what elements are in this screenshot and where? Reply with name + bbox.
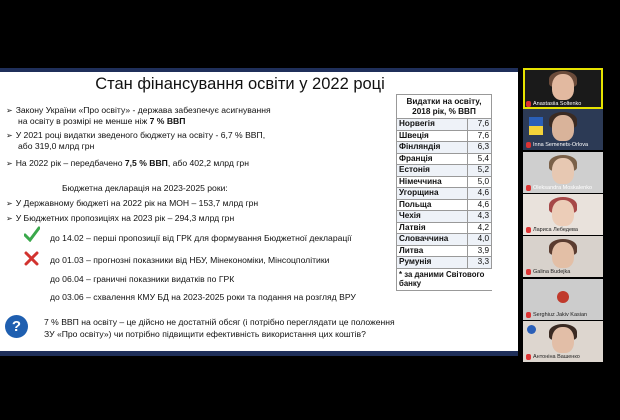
country-cell: Франція (397, 153, 468, 165)
country-cell: Чехія (397, 211, 468, 223)
cross-icon (24, 251, 39, 266)
country-cell: Швеція (397, 130, 468, 142)
question-line-2: ЗУ «Про освіту») чи потрібно підвищити ефективність використання цих коштів? (44, 329, 366, 339)
table-header: Видатки на освіту, 2018 рік, % ВВП (397, 95, 492, 119)
table-row (397, 257, 492, 269)
participant-tile[interactable] (523, 68, 603, 109)
arrow-bullet-icon: ➢ (6, 106, 13, 115)
date-item: до 03.06 – схвалення КМУ БД на 2023-2025 роки та подання на розгляд ВРУ (50, 292, 356, 302)
participant-tile[interactable] (523, 279, 603, 320)
muted-mic-icon (526, 354, 531, 360)
avatar (552, 200, 574, 226)
table-row (397, 234, 492, 246)
participant-name: Антоніна Вашенко (533, 354, 580, 360)
muted-mic-icon (526, 185, 531, 191)
country-cell: Румунія (397, 257, 468, 269)
arrow-bullet-icon: ➢ (6, 131, 13, 140)
slide-title: Стан фінансування освіти у 2022 році (95, 75, 385, 93)
table-row (397, 142, 492, 154)
checkmark-icon (24, 226, 40, 242)
law-line-1: ➢ Закону України «Про освіту» - держава забезпечує асигнування (6, 105, 271, 115)
value-cell: 3,9 (468, 245, 492, 257)
y2021-line-2: або 319,0 млрд грн (18, 141, 95, 151)
arrow-bullet-icon: ➢ (6, 214, 13, 223)
avatar (552, 115, 574, 141)
country-cell: Угорщина (397, 188, 468, 200)
proposals-line: ➢ У Бюджетних пропозиціях на 2023 рік – 294,3 млрд грн (6, 213, 235, 223)
value-cell: 5,0 (468, 176, 492, 188)
country-cell: Естонія (397, 165, 468, 177)
participant-name: Лариса Лебедева (533, 227, 578, 233)
table-row (397, 119, 492, 131)
date-item: до 01.03 – прогнозні показники від НБУ, Мінекономіки, Мінсоцполітики (50, 255, 330, 265)
value-cell: 7,6 (468, 130, 492, 142)
country-cell: Польща (397, 199, 468, 211)
muted-mic-icon (526, 227, 531, 233)
value-cell: 4,6 (468, 199, 492, 211)
table-row (397, 211, 492, 223)
participant-tile[interactable] (523, 109, 603, 150)
muted-mic-icon (526, 142, 531, 148)
avatar (552, 327, 574, 353)
table-row (397, 188, 492, 200)
law-line-2: на освіту в розмірі не менше ніж 7 % ВВП (18, 116, 186, 126)
participant-tile[interactable] (523, 236, 603, 277)
country-cell: Німеччина (397, 176, 468, 188)
participants-panel (523, 68, 603, 360)
value-cell: 4,0 (468, 234, 492, 246)
date-item: до 06.04 – граничні показники видатків по ГРК (50, 274, 235, 284)
participant-tile[interactable] (523, 194, 603, 235)
logo-icon (527, 325, 536, 334)
table-row (397, 153, 492, 165)
y2021-line-1: ➢ У 2021 році видатки зведеного бюджету на освіту - 6,7 % ВВП, (6, 130, 266, 140)
arrow-bullet-icon: ➢ (6, 159, 13, 168)
value-cell: 5,4 (468, 153, 492, 165)
slide-top-bar (0, 68, 518, 72)
date-item: до 14.02 – перші пропозиції від ГРК для формування Бюджетної декларації (50, 233, 352, 243)
country-cell: Фінляндія (397, 142, 468, 154)
country-cell: Норвегія (397, 119, 468, 131)
education-spending-table (396, 94, 492, 291)
participant-tile[interactable] (523, 321, 603, 362)
arrow-bullet-icon: ➢ (6, 199, 13, 208)
avatar (552, 242, 574, 268)
table-row (397, 245, 492, 257)
declaration-heading: Бюджетна декларація на 2023-2025 роки: (62, 183, 228, 193)
y2022-line: ➢ На 2022 рік – передбачено 7,5 % ВВП, або 402,2 млрд грн (6, 158, 249, 168)
value-cell: 6,3 (468, 142, 492, 154)
presentation-slide (0, 68, 518, 356)
value-cell: 7,6 (468, 119, 492, 131)
participant-name: Oleksandra Moskalenko (533, 185, 593, 191)
budget-line: ➢ У Державному бюджеті на 2022 рік на МОН – 153,7 млрд грн (6, 198, 259, 208)
avatar (552, 158, 574, 184)
participant-name: Inna Semenets-Orlova (533, 142, 589, 148)
question-line-1: 7 % ВВП на освіту – це дійсно не достатній обсяг (і потрібно переглядати це положення (44, 317, 395, 327)
table-row (397, 165, 492, 177)
participant-name: Galina Budejka (533, 269, 571, 275)
table-row (397, 176, 492, 188)
muted-mic-icon (526, 312, 531, 318)
question-icon: ? (5, 315, 28, 338)
value-cell: 4,6 (468, 188, 492, 200)
table-row (397, 222, 492, 234)
muted-mic-icon (526, 101, 531, 107)
participant-name: Serghiuz Jakiv Kasian (533, 312, 588, 318)
table-note-row (397, 268, 492, 290)
participant-tile[interactable] (523, 152, 603, 193)
country-cell: Словаччина (397, 234, 468, 246)
avatar (557, 291, 569, 303)
value-cell: 5,2 (468, 165, 492, 177)
participant-name: Anastasiia Soltenko (533, 101, 582, 107)
value-cell: 4,3 (468, 211, 492, 223)
table-row (397, 130, 492, 142)
muted-mic-icon (526, 269, 531, 275)
avatar (552, 74, 574, 100)
country-cell: Литва (397, 245, 468, 257)
value-cell: 3,3 (468, 257, 492, 269)
value-cell: 4,2 (468, 222, 492, 234)
table-row (397, 199, 492, 211)
country-cell: Латвія (397, 222, 468, 234)
slide-bottom-bar (0, 351, 518, 356)
table-note: * за даними Світового банку (397, 268, 492, 290)
flag-icon (529, 117, 543, 126)
